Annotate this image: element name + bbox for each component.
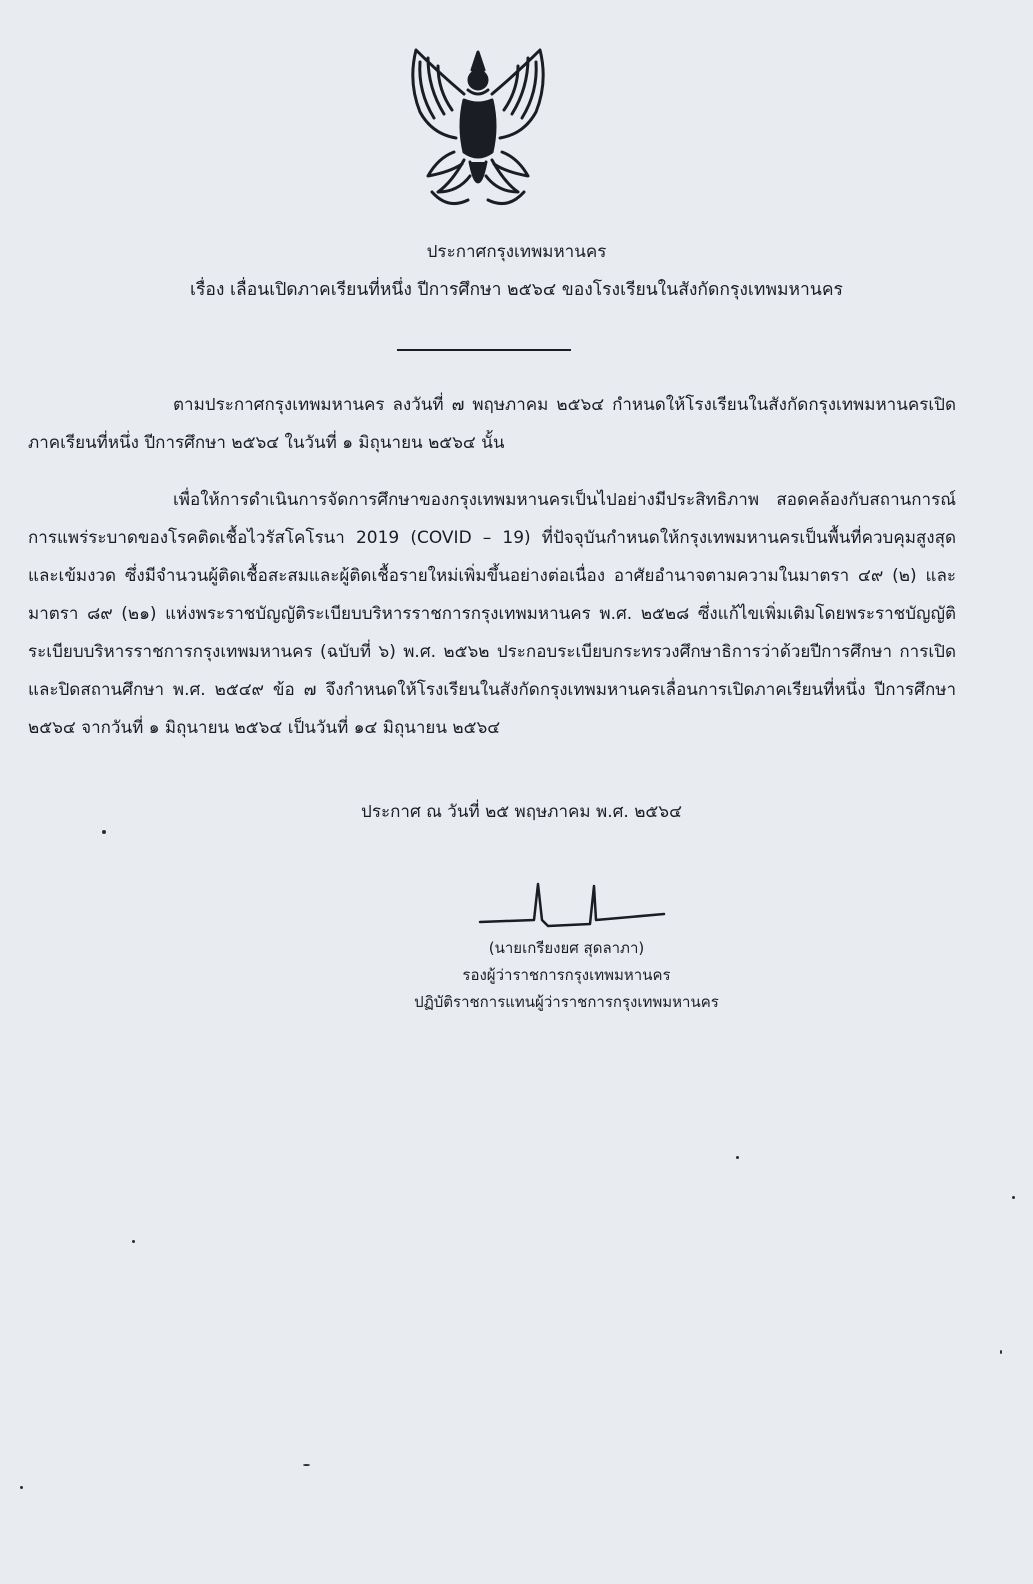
scan-speck	[102, 830, 106, 834]
dateline: ประกาศ ณ วันที่ ๒๕ พฤษภาคม พ.ศ. ๒๕๖๔	[361, 802, 682, 822]
handwritten-signature	[478, 880, 668, 932]
scan-speck	[1012, 1196, 1015, 1199]
announcement-title: ประกาศกรุงเทพมหานคร	[426, 242, 607, 262]
body-paragraph-2: เพื่อให้การดำเนินการจัดการศึกษาของกรุงเทพมหานครเป็นไปอย่างมีประสิทธิภาพ สอดคล้องกับสถานการณ์การแพร่ระบาดของโรคติดเชื้อไวรัสโคโรนา 2019 (COVID – 19) ที่ปัจจุบันกำหนดให้กรุงเทพมหานครเป็นพื้นที่ควบคุมสูงสุดและเข้มงวด ซึ่งมีจำนวนผู้ติดเชื้อสะสมและผู้ติดเชื้อรายใหม่เพิ่มขึ้นอย่างต่อเนื่อง อาศัยอำนาจตามความในมาตรา ๔๙ (๒) และมาตรา ๘๙ (๒๑) แห่งพระราชบัญญัติระเบียบบริหารราชการกรุงเทพมหานคร พ.ศ. ๒๕๒๘ ซึ่งแก้ไขเพิ่มเติมโดยพระราชบัญญัติระเบียบบริหารราชการกรุงเทพมหานคร (ฉบับที่ ๖) พ.ศ. ๒๕๖๒ ประกอบระเบียบกระทรวงศึกษาธิการว่าด้วยปีการศึกษา การเปิดและปิดสถานศึกษา พ.ศ. ๒๕๔๙ ข้อ ๗ จึงกำหนดให้โรงเรียนในสังกัดกรุงเทพมหานครเลื่อนการเปิดภาคเรียนที่หนึ่ง ปีการศึกษา ๒๕๖๔ จากวันที่ ๑ มิถุนายน ๒๕๖๔ เป็นวันที่ ๑๔ มิถุนายน ๒๕๖๔	[28, 490, 956, 738]
scan-speck	[736, 1156, 739, 1159]
scan-speck	[20, 1486, 23, 1489]
scan-speck	[303, 1464, 310, 1466]
body-paragraph-1: ตามประกาศกรุงเทพมหานคร ลงวันที่ ๗ พฤษภาคม ๒๕๖๔ กำหนดให้โรงเรียนในสังกัดกรุงเทพมหานครเปิดภาคเรียนที่หนึ่ง ปีการศึกษา ๒๕๖๔ ในวันที่ ๑ มิถุนายน ๒๕๖๔ นั้น	[28, 395, 956, 453]
signatory-acting-for: ปฏิบัติราชการแทนผู้ว่าราชการกรุงเทพมหานคร	[414, 993, 719, 1011]
scan-speck	[1000, 1350, 1002, 1354]
signatory-name: (นายเกรียงยศ สุดลาภา)	[488, 939, 645, 957]
signatory-position: รองผู้ว่าราชการกรุงเทพมหานคร	[462, 966, 671, 984]
announcement-subject: เรื่อง เลื่อนเปิดภาคเรียนที่หนึ่ง ปีการศึกษา ๒๕๖๔ ของโรงเรียนในสังกัดกรุงเทพมหานคร	[190, 280, 843, 300]
garuda-emblem-icon	[398, 42, 558, 214]
divider	[397, 349, 571, 351]
scan-speck	[132, 1240, 135, 1243]
